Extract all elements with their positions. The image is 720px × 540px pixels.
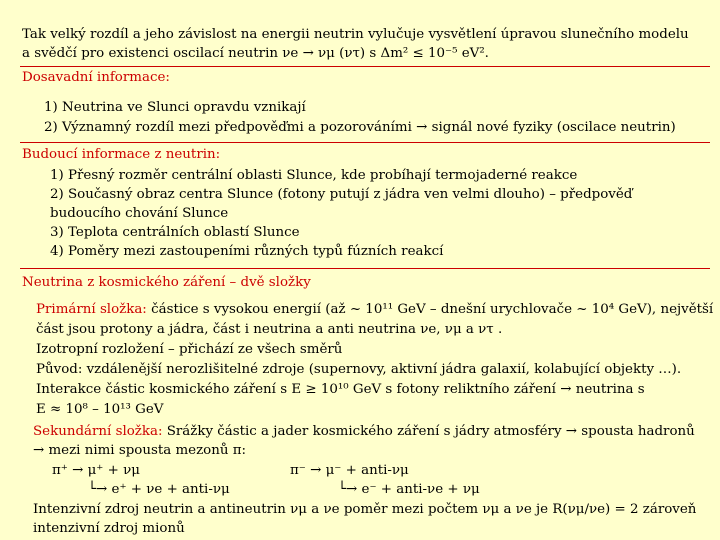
future-item-4: 4) Poměry mezi zastoupeními různých typů fúzních reakcí	[50, 244, 444, 259]
existing-heading: Dosavadní informace:	[22, 70, 170, 85]
secondary-text-1: Srážky částic a jader kosmického záření s jádry atmosféry → spousta hadronů	[162, 424, 695, 439]
decay-pi-minus: π⁻ → μ⁻ + anti-νμ	[290, 463, 409, 478]
divider	[20, 66, 710, 67]
secondary-label: Sekundární složka:	[33, 424, 163, 439]
energy-line: E ≈ 10⁸ – 10¹³ GeV	[36, 402, 164, 417]
origin-line: Původ: vzdálenější nerozlišitelné zdroje (supernovy, aktivní jádra galaxií, kolabující objekty …).	[36, 362, 682, 377]
decay-mu-plus: └→ e⁺ + νe + anti-νμ	[88, 482, 230, 497]
secondary-line-1	[33, 423, 695, 441]
primary-text-1: částice s vysokou energií (až ~ 10¹¹ GeV – dnešní urychlovače ~ 10⁴ GeV), největší	[146, 302, 714, 317]
interaction-line: Interakce částic kosmického záření s E ≥ 10¹⁰ GeV s fotony reliktního záření → neutrina s	[36, 382, 645, 397]
divider	[20, 142, 710, 143]
decay-mu-minus: └→ e⁻ + anti-νe + νμ	[338, 482, 480, 497]
primary-line-2: část jsou protony a jádra, část i neutrina a anti neutrina νe, νμ a ντ .	[36, 322, 503, 337]
decay-pi-plus: π⁺ → μ⁺ + νμ	[52, 463, 140, 478]
future-heading: Budoucí informace z neutrin:	[22, 147, 221, 162]
primary-label: Primární složka:	[36, 302, 147, 317]
future-item-2-cont: budoucího chování Slunce	[50, 206, 229, 221]
future-item-1: 1) Přesný rozměr centrální oblasti Slunce, kde probíhají termojaderné reakce	[50, 168, 578, 183]
existing-item-2: 2) Významný rozdíl mezi předpověďmi a pozorováními → signál nové fyziky (oscilace neutrin)	[44, 120, 676, 135]
intro-line-1: Tak velký rozdíl a jeho závislost na energii neutrin vylučuje vysvětlení úpravou slunečního modelu	[22, 27, 689, 42]
intro-line-2: a svědčí pro existenci oscilací neutrin νe → νμ (ντ) s Δm² ≤ 10⁻⁵ eV².	[22, 46, 489, 61]
secondary-line-2: → mezi nimi spousta mezonů π:	[33, 443, 247, 458]
future-item-3: 3) Teplota centrálních oblastí Slunce	[50, 225, 300, 240]
primary-line-1	[36, 301, 713, 319]
cosmic-heading: Neutrina z kosmického záření – dvě složky	[22, 275, 311, 290]
final-line-1: Intenzivní zdroj neutrin a antineutrin νμ a νe poměr mezi počtem νμ a νe je R(νμ/νe) = 2 zároveň	[33, 502, 697, 517]
divider	[20, 268, 710, 269]
isotropy-line: Izotropní rozložení – přichází ze všech směrů	[36, 342, 343, 357]
existing-item-1: 1) Neutrina ve Slunci opravdu vznikají	[44, 100, 306, 115]
future-item-2: 2) Současný obraz centra Slunce (fotony putují z jádra ven velmi dlouho) – předpověď	[50, 187, 633, 202]
final-line-2: intenzivní zdroj mionů	[33, 521, 185, 536]
